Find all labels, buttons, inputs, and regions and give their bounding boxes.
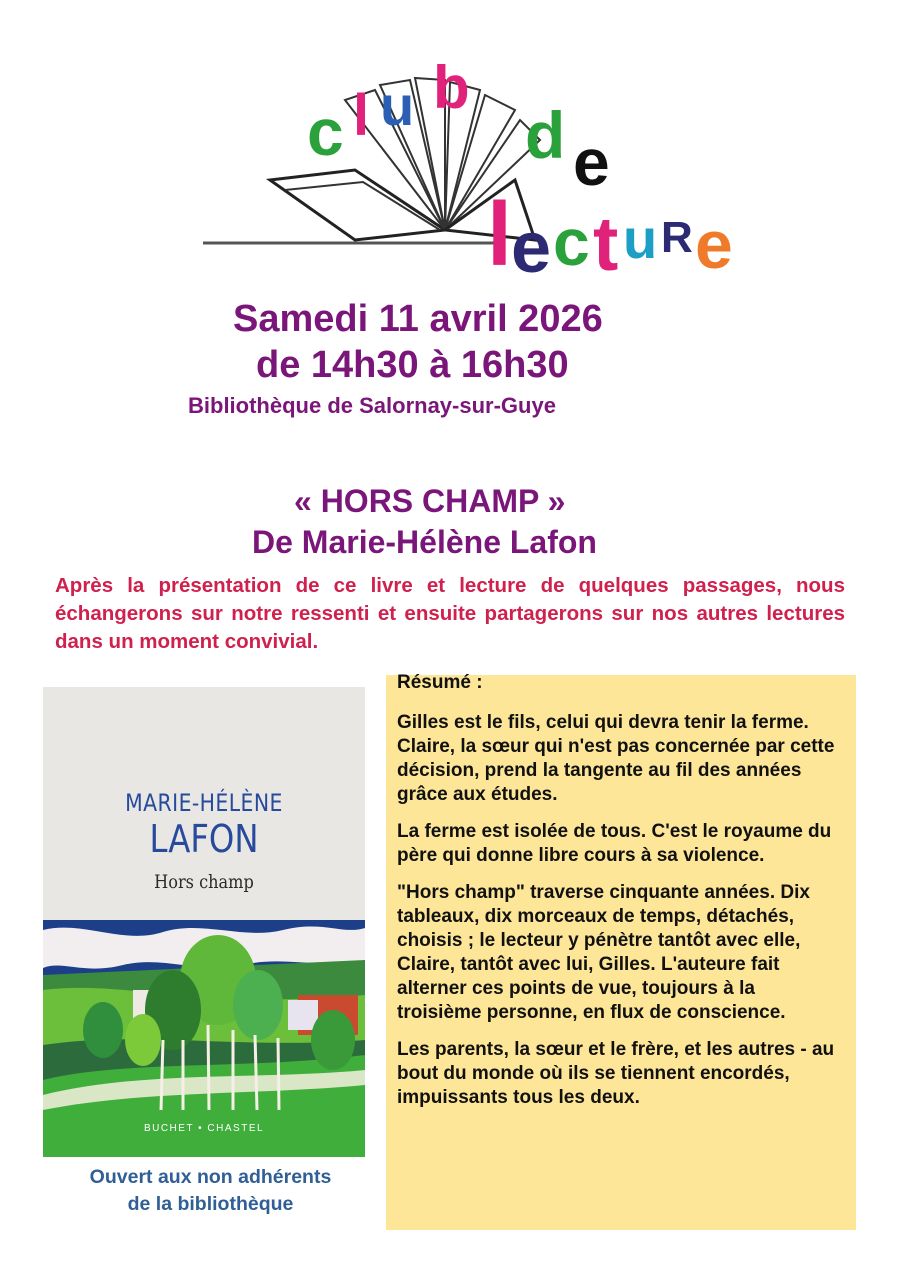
intro-text: Après la présentation de ce livre et lecture de quelques passages, nous échangerons sur notre ressenti et ensuite partagerons sur nos autres lectures dans un moment convivial. (55, 574, 845, 653)
event-date: Samedi 11 avril 2026 (233, 298, 603, 340)
svg-text:e: e (695, 207, 733, 283)
event-place: Bibliothèque de Salornay-sur-Guye (188, 393, 556, 418)
summary-paragraph: "Hors champ" traverse cinquante années. Dix tableaux, dix morceaux de temps, détachés, choisis ; le lecteur y pénètre tantôt avec elle, Claire, tantôt avec lui, Gilles. L'auteure fait alterner ces points de vue, toujours à la troisième personne, en flux de conscience. (397, 882, 810, 1023)
svg-text:u: u (380, 74, 415, 137)
svg-text:l: l (353, 83, 370, 148)
summary-box (386, 672, 856, 1230)
book-title: « HORS CHAMP » (294, 483, 566, 519)
cover-landscape-painting (43, 920, 365, 1157)
svg-text:c: c (307, 95, 344, 169)
open-note (43, 1164, 378, 1218)
cover-author-first: MARIE-HÉLÈNE (125, 789, 283, 817)
event-time: de 14h30 à 16h30 (256, 344, 569, 386)
cover-title: Hors champ (154, 871, 254, 893)
book-cover (43, 687, 365, 1157)
summary-paragraph: Les parents, la sœur et le frère, et les autres - au bout du monde où ils se tiennent encordés, impuissants tous les deux. (397, 1039, 835, 1108)
open-note-line1: Ouvert aux non adhérents (89, 1166, 332, 1188)
club-de-lecture-logo (195, 40, 775, 300)
svg-text:e: e (511, 208, 552, 288)
svg-text:R: R (661, 213, 693, 262)
svg-text:c: c (553, 205, 590, 279)
svg-text:l: l (487, 185, 513, 285)
svg-text:d: d (525, 98, 566, 172)
svg-text:u: u (623, 207, 658, 270)
summary-heading: Résumé : (397, 672, 483, 693)
open-note-line2: de la bibliothèque (127, 1193, 294, 1215)
svg-text:b: b (433, 54, 470, 121)
svg-text:e: e (573, 125, 610, 199)
summary-paragraph: Gilles est le fils, celui qui devra tenir la ferme. Claire, la sœur qui n'est pas concernée par cette décision, prend la tangente au fil des années grâce aux études. (397, 712, 835, 805)
logo-lettering (307, 54, 733, 288)
svg-text:t: t (593, 202, 619, 287)
book-author: De Marie-Hélène Lafon (252, 524, 597, 560)
cover-author-last: LAFON (149, 817, 259, 861)
cover-publisher: BUCHET • CHASTEL (143, 1123, 265, 1134)
summary-paragraph: La ferme est isolée de tous. C'est le royaume du père qui donne libre cours à sa violence. (397, 821, 832, 866)
